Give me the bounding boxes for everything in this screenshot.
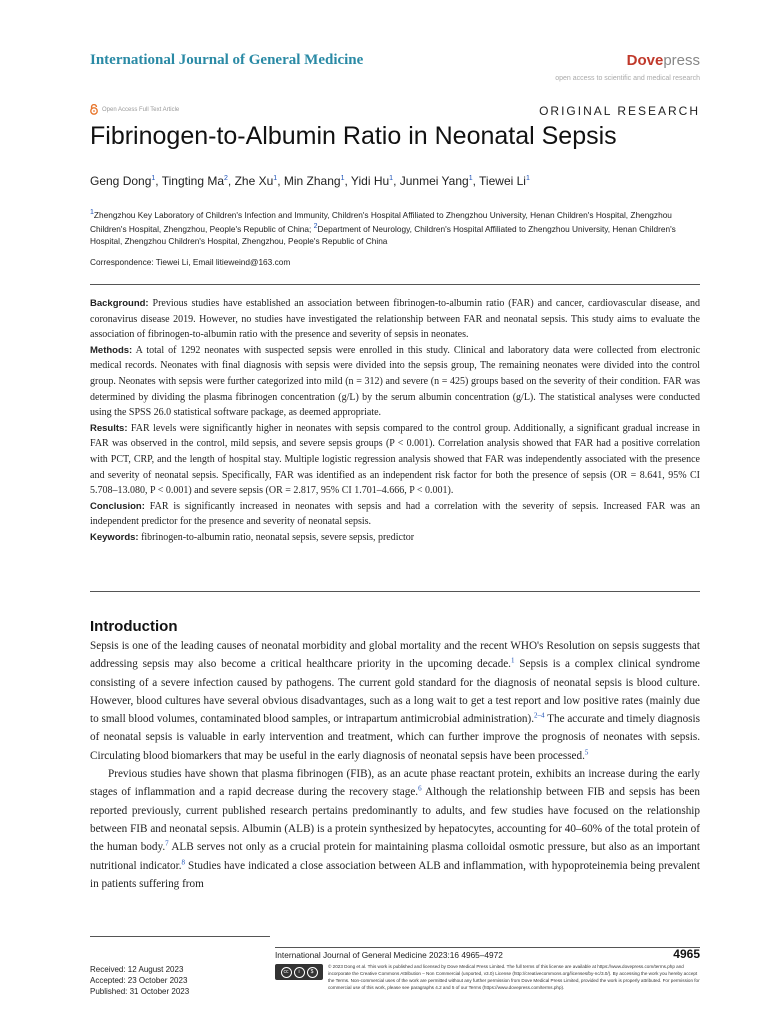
introduction-paragraph — [90, 637, 700, 765]
open-access-badge — [90, 104, 179, 115]
results-label: Results: — [90, 422, 128, 434]
author[interactable]: Junmei Yang — [399, 174, 469, 188]
brand-bold: Dove — [626, 52, 664, 69]
author-affiliation-ref[interactable]: 1 — [340, 175, 345, 182]
abstract-background — [90, 296, 700, 343]
author[interactable]: Min Zhang — [283, 174, 341, 188]
author[interactable]: Yidi Hu — [350, 174, 390, 188]
cc-icon: cc — [281, 967, 292, 978]
paragraph-text: Sepsis is a complex clinical syndrome consisting of a severe infection caused by pathogens. The current gold standard for the diagnosis of neonatal sepsis is blood culture. However, blood cultures have several obvious disadvantages, such as a long wait to get a test report and low positive rates (mainly due to small blood volumes, contaminated blood samples, or intrapartum antimicrobial administration). — [90, 658, 700, 726]
published-date: Published: 31 October 2023 — [90, 987, 190, 996]
affiliation-text: Zhengzhou Key Laboratory of Children's Infection and Immunity, Children's Hospital Affiliated to Zhengzhou University, Henan Children's Hospital, Zhengzhou Children's Hospital, Zhengzhou, People's Republic of China; — [90, 209, 672, 234]
creative-commons-icon[interactable] — [275, 964, 323, 980]
reference-link[interactable]: 2–4 — [534, 711, 545, 720]
paragraph-text: Previous studies have shown that plasma fibrinogen (FIB), as an acute phase reactant protein, exhibits an increase during the early stages of inflammation and a rapid decrease during the recovery stage. — [90, 768, 700, 799]
conclusion-label: Conclusion: — [90, 500, 145, 512]
author-affiliation-ref[interactable]: 2 — [224, 175, 228, 182]
citation-line[interactable]: International Journal of General Medicine 2023:16 4965–4972 — [275, 950, 503, 960]
results-text: FAR levels were significantly higher in neonates with sepsis compared to the control group. Additionally, a significant gradual increase in FAR was observed in the control, mild sepsis, and severe sepsis groups (P < 0.001). Correlation analysis showed that FAR had a positive correlation with PCT, CRP, and the length of hospital stay. Multiple logistic regression analysis showed that FAR was independently associated with the presence and severity of neonatal sepsis. Specifically, FAR was identified as an independent risk factor for both the presence of sepsis (OR = 8.641, 95% CI 5.708–13.080, P < 0.001) and severe sepsis (OR = 2.817, 95% CI 1.701–4.666, P < 0.001). — [90, 422, 701, 497]
author-affiliation-ref[interactable]: 1 — [151, 175, 156, 182]
open-access-lock-icon — [90, 104, 98, 115]
author-affiliation-ref[interactable]: 1 — [468, 175, 473, 182]
affiliation-number: 2 — [313, 222, 318, 230]
abstract-keywords — [90, 530, 700, 546]
abstract-top-rule — [90, 284, 700, 285]
journal-name[interactable]: International Journal of General Medicine — [90, 52, 364, 68]
brand-rest: press — [663, 52, 700, 69]
author-affiliation-ref[interactable]: 1 — [525, 175, 530, 182]
reference-link[interactable]: 1 — [510, 656, 515, 665]
author[interactable]: Tingting Ma — [161, 174, 224, 188]
article-type: ORIGINAL RESEARCH — [539, 104, 700, 118]
received-date: Received: 12 August 2023 — [90, 965, 184, 974]
paragraph-text: Studies have indicated a close association between ALB and inflammation, with hypoproteinemia being prevalent in patients suffering from — [90, 859, 700, 890]
reference-link[interactable]: 7 — [165, 839, 169, 848]
methods-label: Methods: — [90, 344, 133, 356]
reference-link[interactable]: 5 — [584, 748, 589, 757]
author[interactable]: Tiewei Li — [479, 174, 526, 188]
page-number: 4965 — [673, 947, 700, 961]
conclusion-text: FAR is significantly increased in neonates with sepsis and had a correlation with the severity of sepsis. Increased FAR was an independent predictor for the presence and severity of neonatal sepsis. — [90, 500, 700, 528]
open-access-label: Open Access Full Text Article — [102, 106, 180, 113]
affiliation-text: Department of Neurology, Children's Hospital Affiliated to Zhengzhou University, Henan Children's Hospital, Zhengzhou Children's Hospital, Zhengzhou, People's Republic of China — [90, 223, 676, 246]
footer-rule-right — [275, 947, 700, 948]
keywords-label: Keywords: — [90, 531, 139, 543]
methods-text: A total of 1292 neonates with suspected sepsis were enrolled in this study. Clinical and laboratory data were collected from electronic medical records. Neonates with final diagnosis with sepsis were divided into the sepsis group, The remaining neonates were divided into the control group. Neonates with sepsis were further categorized into mild (n = 312) and severe (n = 425) groups based on the severity of their condition. FAR was determined by dividing the plasma fibrinogen concentration (g/L) by the serum albumin concentration (g/L). The statistical analyses were conducted using the SPSS 26.0 statistical software package, as deemed appropriate. — [90, 344, 701, 419]
footer-rule-left — [90, 936, 270, 937]
introduction-paragraph — [90, 765, 700, 893]
abstract-methods — [90, 343, 700, 421]
background-text: Previous studies have established an association between fibrinogen-to-albumin ratio (FAR) and cancer, cardiovascular disease, and coronavirus disease 2019. However, no studies have investigated the relationship between FAR and neonatal sepsis. This study aims to evaluate the association of fibrinogen-to-albumin ratio with the presence and severity of sepsis in neonates. — [90, 298, 700, 341]
abstract — [90, 296, 700, 546]
background-label: Background: — [90, 298, 149, 309]
affiliations — [90, 207, 690, 247]
affiliation-number: 1 — [90, 209, 94, 216]
keywords-text: fibrinogen-to-albumin ratio, neonatal sepsis, severe sepsis, predictor — [141, 531, 415, 543]
paragraph-text: Sepsis is one of the leading causes of neonatal morbidity and global mortality and the recent WHO's Resolution on sepsis suggests that addressing sepsis may also become a critical healthcare priority in the upcoming decade. — [90, 640, 700, 671]
nc-icon: $ — [307, 967, 318, 978]
abstract-conclusion — [90, 499, 700, 530]
author[interactable]: Geng Dong — [90, 174, 152, 188]
license-text: © 2023 Dong et al. This work is published and licensed by Dove Medical Press Limited. The full terms of this license are available at https://www.dovepress.com/terms.php and incorporate the Creative Commons Attribution – Non Commercial (unported, v3.0) License (http://creativecommons.org/licenses/by-nc/3.0/). By accessing the work you hereby accept the Terms. Non-commercial uses of the work are permitted without any further permission from Dove Medical Press Limited, provided the work is properly attributed. For permission for commercial use of this work, please see paragraphs 4.2 and 5 of our Terms (https://www.dovepress.com/terms.php). — [328, 964, 700, 990]
accepted-date: Accepted: 23 October 2023 — [90, 976, 188, 985]
reference-link[interactable]: 8 — [181, 857, 186, 866]
correspondence[interactable]: Correspondence: Tiewei Li, Email litieweind@163.com — [90, 257, 291, 267]
paragraph-text: Although the relationship between FIB and sepsis has been reported previously, current published research pertains predominantly to adults, and few studies have focused on the relationship between FIB and neonatal sepsis. Albumin (ALB) is a protein synthesized by hepatocytes, accounting for 40–60% of the total protein of the human body. — [90, 786, 700, 854]
abstract-results — [90, 421, 700, 499]
introduction-body — [90, 637, 700, 893]
author-affiliation-ref[interactable]: 1 — [273, 175, 278, 182]
brand-tagline: open access to scientific and medical research — [555, 75, 700, 82]
article-title: Fibrinogen-to-Albumin Ratio in Neonatal Sepsis — [90, 122, 617, 150]
abstract-bottom-rule — [90, 591, 700, 592]
reference-link[interactable]: 6 — [418, 784, 422, 793]
publication-dates — [90, 964, 189, 997]
paragraph-text: The accurate and timely diagnosis of neonatal sepsis is valuable in early intervention and treatment, which can further improve the prognosis of neonates with sepsis. Circulating blood biomarkers that may be useful in the early diagnosis of neonatal sepsis have been processed. — [90, 713, 701, 762]
introduction-heading: Introduction — [90, 618, 178, 635]
paragraph-text: ALB serves not only as a crucial protein for maintaining plasma colloidal osmotic pressure, but also as an important nutritional indicator. — [90, 841, 701, 872]
dovepress-logo[interactable] — [627, 52, 700, 70]
author-affiliation-ref[interactable]: 1 — [389, 175, 394, 182]
author[interactable]: Zhe Xu — [234, 174, 274, 188]
author-list: Geng Dong$^1$, Tingting Ma$^2$, Zhe Xu$^1$, Min Zhang$^1$, Yidi Hu$^1$, Junmei Yang$^1$, Tiewei Li$^1$ — [90, 174, 530, 188]
by-icon: i — [294, 967, 305, 978]
